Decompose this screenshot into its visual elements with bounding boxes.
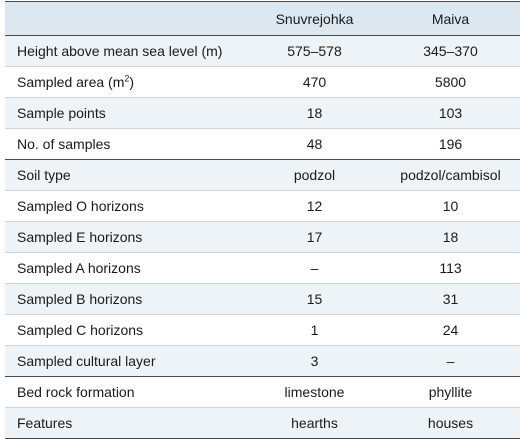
row-label: Bed rock formation [5, 377, 248, 408]
maiva-value: houses [381, 408, 520, 439]
superscript-two: 2 [124, 73, 130, 84]
table-row [5, 222, 520, 253]
site-comparison-table [5, 1, 520, 439]
table-row [5, 98, 520, 129]
snuvrejohka-value: 3 [248, 346, 381, 377]
row-label-suffix: ) [129, 74, 135, 90]
snuvrejohka-value: – [248, 253, 381, 284]
table-row [5, 253, 520, 284]
snuvrejohka-value: 12 [248, 191, 381, 222]
table-row [5, 377, 520, 408]
snuvrejohka-value: 15 [248, 284, 381, 315]
snuvrejohka-value: 1 [248, 315, 381, 346]
row-label: No. of samples [5, 129, 248, 160]
table-row [5, 36, 520, 67]
table-row [5, 408, 520, 439]
table-row [5, 191, 520, 222]
maiva-value: 24 [381, 315, 520, 346]
table-row [5, 284, 520, 315]
maiva-value: 196 [381, 129, 520, 160]
table-row [5, 129, 520, 160]
maiva-value: 10 [381, 191, 520, 222]
row-label: Sampled B horizons [5, 284, 248, 315]
row-label: Height above mean sea level (m) [5, 36, 248, 67]
row-label: Sample points [5, 98, 248, 129]
header-empty-cell [5, 2, 248, 36]
table-row [5, 160, 520, 191]
row-label [5, 67, 248, 98]
row-label: Features [5, 408, 248, 439]
row-label: Sampled cultural layer [5, 346, 248, 377]
table-row [5, 315, 520, 346]
row-label-text: Sampled area (m [17, 74, 125, 90]
snuvrejohka-value: limestone [248, 377, 381, 408]
maiva-value: 345–370 [381, 36, 520, 67]
maiva-value: 18 [381, 222, 520, 253]
snuvrejohka-value: 470 [248, 67, 381, 98]
header-snuvrejohka: Snuvrejohka [248, 2, 381, 36]
maiva-value: 5800 [381, 67, 520, 98]
snuvrejohka-value: 48 [248, 129, 381, 160]
maiva-value: 31 [381, 284, 520, 315]
snuvrejohka-value: 575–578 [248, 36, 381, 67]
header-maiva: Maiva [381, 2, 520, 36]
row-label: Sampled O horizons [5, 191, 248, 222]
table-row [5, 67, 520, 98]
maiva-value: 113 [381, 253, 520, 284]
snuvrejohka-value: hearths [248, 408, 381, 439]
maiva-value: phyllite [381, 377, 520, 408]
maiva-value: – [381, 346, 520, 377]
table-row [5, 346, 520, 377]
maiva-value: podzol/cambisol [381, 160, 520, 191]
snuvrejohka-value: 17 [248, 222, 381, 253]
row-label: Sampled A horizons [5, 253, 248, 284]
header-row [5, 2, 520, 36]
snuvrejohka-value: 18 [248, 98, 381, 129]
row-label: Soil type [5, 160, 248, 191]
snuvrejohka-value: podzol [248, 160, 381, 191]
row-label: Sampled C horizons [5, 315, 248, 346]
maiva-value: 103 [381, 98, 520, 129]
row-label: Sampled E horizons [5, 222, 248, 253]
